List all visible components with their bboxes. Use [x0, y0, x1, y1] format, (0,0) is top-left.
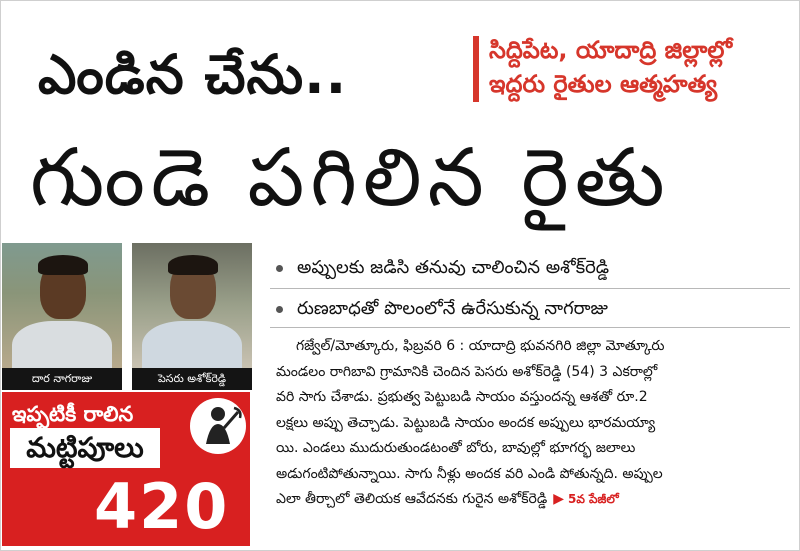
- article-line: ఎలా తీర్చాలో తెలియక ఆవేదనకు గురైన అశోక్‌రెడ్డి: [276, 491, 548, 507]
- article-body: [276, 334, 786, 513]
- photo-figure-body: [12, 321, 112, 368]
- stat-line-2: మట్టిపూలు: [10, 428, 160, 468]
- article-line: అడుగంటిపోతున్నాయి. సాగు నీళ్లు అందక వరి ఎండి పోతున్నది. అప్పుల: [276, 465, 663, 482]
- photo-figure-hair: [168, 255, 218, 275]
- photo-caption-ashokreddy: పెసరు అశోక్‌రెడ్డి: [132, 368, 252, 390]
- headline-main: గుండె పగిలిన రైతు: [30, 131, 671, 224]
- bullet-item: [276, 255, 609, 281]
- bullet-dot-icon: [276, 265, 283, 272]
- divider: [270, 327, 790, 328]
- farmer-icon: [190, 398, 246, 454]
- headline-sidebar: [473, 34, 773, 106]
- sidebar-line-2: ఇద్దరు రైతుల ఆత్మహత్య: [489, 70, 718, 98]
- photo-ashokreddy: [132, 243, 252, 368]
- photo-nagaraju: [2, 243, 122, 368]
- bullet-dot-icon: [276, 306, 283, 313]
- sidebar-accent-bar: [473, 36, 479, 102]
- article-line: లక్షలు అప్పు తెచ్చాడు. పెట్టుబడి సాయం అందక అప్పులు భారమయ్యా: [276, 414, 656, 431]
- article-line: గజ్వేల్/మోత్కూరు, ఫిబ్రవరి 6 : యాదాద్రి భువనగిరి జిల్లా మోత్కూరు: [296, 338, 665, 354]
- photo-figure-hair: [38, 255, 88, 275]
- stat-box: [2, 392, 250, 546]
- headline-kicker: ఎండిన చేను..: [38, 43, 348, 106]
- arrow-icon: ▶: [553, 491, 564, 507]
- article-line: మండలం రాగిబావి గ్రామానికి చెందిన పెసరు అశోక్‌రెడ్డి (54) 3 ఎకరాల్లో: [276, 363, 658, 380]
- continued-link[interactable]: 5వ పేజీలో: [567, 492, 619, 506]
- stat-number: 420: [94, 470, 230, 543]
- photo-caption-nagaraju: దార నాగరాజు: [2, 368, 122, 390]
- article-line-last: [276, 487, 786, 513]
- article-line: వరి సాగు చేశాడు. ప్రభుత్వ పెట్టుబడి సాయం వస్తుందన్న ఆశతో రూ.2: [276, 389, 648, 405]
- photo-figure-body: [142, 321, 242, 368]
- sidebar-line-1: సిద్దిపేట, యాదాద్రి జిల్లాల్లో: [489, 36, 733, 64]
- article-line: యి. ఎండలు ముదురుతుండటంతో బోరు, బావుల్లో భూగర్భ జలాలు: [276, 440, 636, 456]
- bullet-text: అప్పులకు జడిసి తనువు చాలించిన అశోక్‌రెడ్డి: [297, 257, 610, 278]
- divider: [270, 288, 790, 289]
- stat-line-1: ఇప్పటికీ రాలిన: [12, 402, 134, 426]
- bullet-text: రుణబాధతో పొలంలోనే ఉరేసుకున్న నాగరాజు: [297, 298, 608, 319]
- bullet-item: [276, 296, 608, 322]
